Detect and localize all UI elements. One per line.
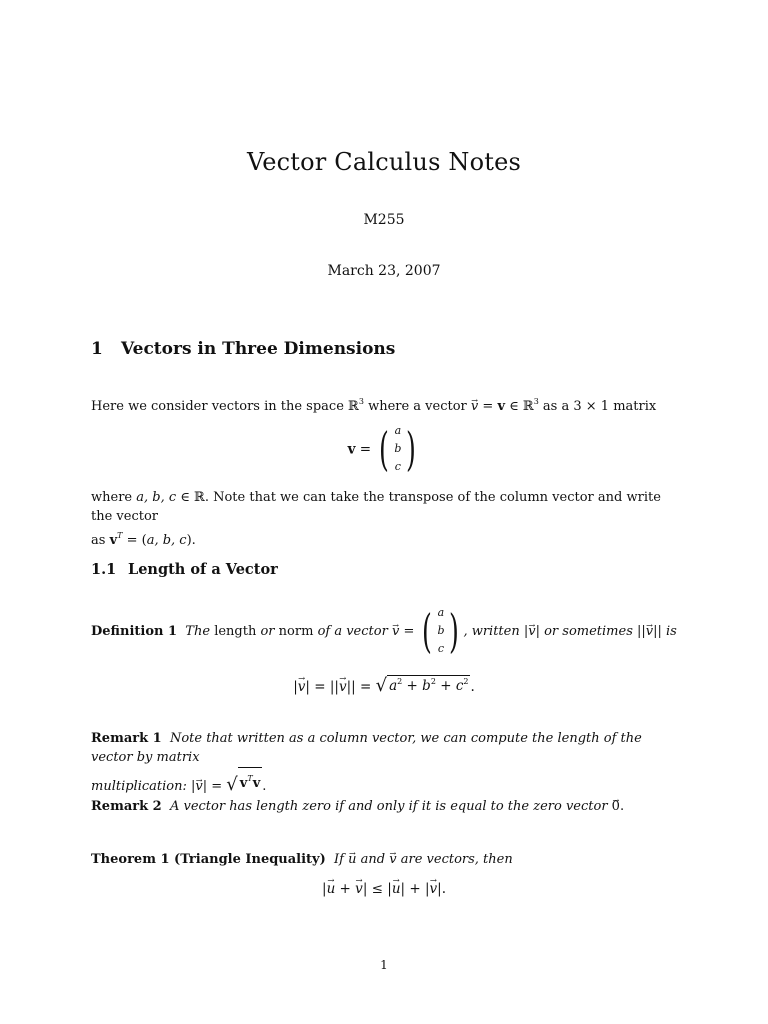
theorem-1-label: Theorem 1 (Triangle Inequality) <box>91 852 326 867</box>
definition-term-length: length <box>214 623 257 639</box>
definition-1: Definition 1 The length or norm of a vector v → = ( a b c ) , written | v → | or sometimes || v → || is <box>91 604 691 658</box>
where-text-e: ). <box>186 533 196 548</box>
matrix-entry: a <box>394 424 402 437</box>
matrix-entry: a <box>437 606 445 619</box>
transpose-paragraph: where a, b, c ∈ ℝ. Note that we can take the transpose of the column vector and write the vector as $v^T = (a$, b, c). <box>91 490 661 548</box>
page-number: 1 <box>380 958 388 972</box>
definition-text: || is <box>653 623 677 639</box>
section-title: Vectors in Three Dimensions <box>121 339 396 359</box>
definition-text: | or sometimes || <box>535 623 646 639</box>
remark-2: Remark 2 A vector has length zero if and only if it is equal to the zero vector 0 →. <box>91 797 681 816</box>
section-heading-1 <box>91 339 395 359</box>
theorem-text: and <box>360 852 386 867</box>
definition-text: , written | <box>463 623 529 639</box>
length-equation: |v →| = ||v →|| = √ $a^2 + b^2 + c^2$ . <box>0 675 768 695</box>
definition-term-norm: norm <box>278 623 314 639</box>
column-vector-equation: v = ( a b c ) <box>0 422 768 476</box>
definition-text: or <box>260 623 275 639</box>
document-title: Vector Calculus Notes <box>246 148 522 176</box>
document-date: March 23, 2007 <box>327 263 441 279</box>
theorem-1: Theorem 1 (Triangle Inequality) If u → and v → are vectors, then <box>91 850 681 869</box>
matrix-entry: b <box>394 442 402 455</box>
matrix-entry: c <box>437 642 445 655</box>
where-text-c: as <box>91 533 110 548</box>
definition-text: of a vector <box>317 623 388 639</box>
where-text-d: = ( <box>122 533 147 548</box>
subsection-title: Length of a Vector <box>128 561 278 578</box>
definition-label: Definition 1 <box>91 623 178 639</box>
intro-paragraph: Here we consider vectors in the space ℝ$^3$ where a vector v → = v ∈ ℝ$^3$ as a 3 × 1 matrix <box>91 392 681 416</box>
column-matrix: ( a b c ) <box>379 422 417 476</box>
theorem-text: are vectors, then <box>400 852 513 867</box>
intro-text-a: Here we consider vectors in the space <box>91 399 349 414</box>
matrix-entry: b <box>437 624 445 637</box>
triangle-inequality-equation: |u → + v →| ≤ |u →| + |v →|. <box>0 881 768 897</box>
theorem-text: If <box>334 852 344 867</box>
remark-1: Remark 1 Note that written as a column vector, we can compute the length of the vector by matrix multiplication: |v →| = √ $v^Tv$ . <box>91 729 681 796</box>
section-number: 1 <box>91 339 103 359</box>
remark-2-text: A vector has length zero if and only if it is equal to the zero vector <box>169 799 608 814</box>
where-text-a: where <box>91 490 137 505</box>
remark-1-text: Note that written as a column vector, we can compute the length of the vector by matrix <box>91 731 642 765</box>
definition-text: The <box>185 623 211 639</box>
definition-matrix: ( a b c ) <box>422 604 460 658</box>
subsection-number: 1.1 <box>91 561 117 578</box>
remark-1-text: multiplication: | <box>91 779 196 794</box>
intro-text-c: as a 3 × 1 matrix <box>538 399 657 414</box>
remark-2-label: Remark 2 <box>91 799 162 814</box>
where-text-b: . Note that we can take the transpose of the column vector and write the vector <box>91 490 661 524</box>
matrix-entry: c <box>394 460 401 473</box>
remark-1-label: Remark 1 <box>91 731 162 746</box>
course-code: M255 <box>363 212 405 228</box>
intro-text-b: where a vector <box>363 399 471 414</box>
subsection-heading-1-1 <box>91 561 278 578</box>
